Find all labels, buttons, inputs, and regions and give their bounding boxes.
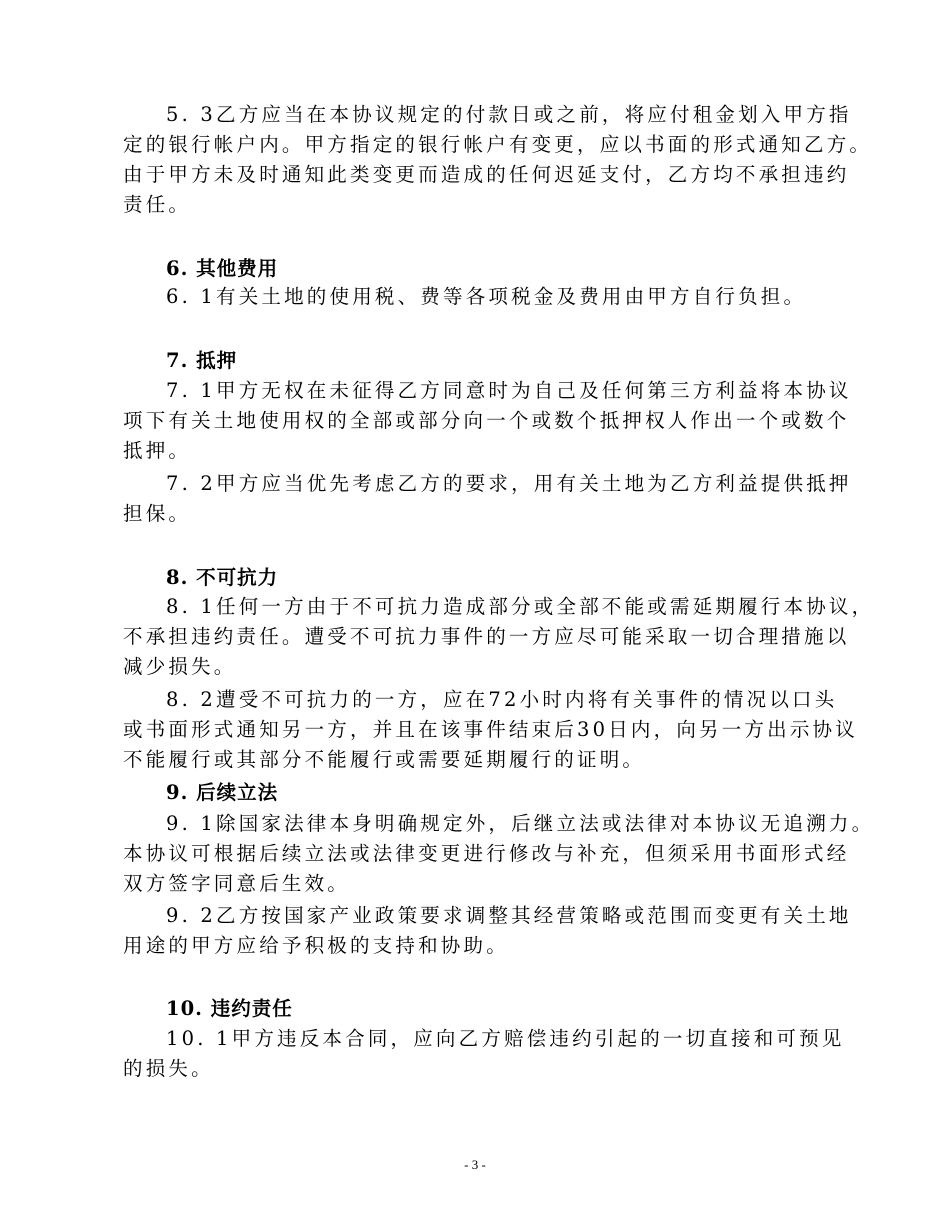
clause-9-1-line-3: 双方签字同意后生效。 <box>123 872 351 895</box>
section-7-heading: 7. 抵押 <box>166 349 238 372</box>
clause-9-2-line-2: 用途的甲方应给予积极的支持和协助。 <box>123 934 509 957</box>
clause-7-1-line-2: 项下有关土地使用权的全部或部分向一个或数个抵押权人作出一个或数个 <box>123 409 850 432</box>
clause-8-2-line-2: 或书面形式通知另一方，并且在该事件结束后30日内，向另一方出示协议 <box>123 718 858 741</box>
clause-7-2-line-1: 7. 2甲方应当优先考虑乙方的要求，用有关土地为乙方利益提供抵押 <box>166 472 852 495</box>
clause-9-1-line-2: 本协议可根据后续立法或法律变更进行修改与补充，但须采用书面形式经 <box>123 842 850 865</box>
clause-8-2-line-3: 不能履行或其部分不能履行或需要延期履行的证明。 <box>123 748 646 771</box>
clause-6-1-line-1: 6. 1有关土地的使用税、费等各项税金及费用由甲方自行负担。 <box>166 285 807 308</box>
clause-9-2-line-1: 9. 2乙方按国家产业政策要求调整其经营策略或范围而变更有关土地 <box>166 904 852 927</box>
clause-9-1-line-1: 9. 1除国家法律本身明确规定外，后继立法或法律对本协议无追溯力。 <box>166 812 875 835</box>
clause-5-3-line-3: 由于甲方未及时通知此类变更而造成的任何迟延支付，乙方均不承担违约 <box>123 163 850 186</box>
clause-8-1-line-3: 减少损失。 <box>123 655 237 678</box>
section-6-heading: 6. 其他费用 <box>166 257 279 280</box>
clause-8-1-line-1: 8. 1任何一方由于不可抗力造成部分或全部不能或需延期履行本协议， <box>166 595 875 618</box>
clause-5-3-line-4: 责任。 <box>123 193 192 216</box>
section-8-heading: 8. 不可抗力 <box>166 566 279 589</box>
clause-10-1-line-1: 10. 1甲方违反本合同，应向乙方赔偿违约引起的一切直接和可预见 <box>166 1027 845 1050</box>
clause-10-1-line-2: 的损失。 <box>123 1057 214 1080</box>
page-number: - 3 - <box>464 1157 486 1172</box>
section-10-heading: 10. 违约责任 <box>166 997 293 1020</box>
clause-7-1-line-3: 抵押。 <box>123 439 192 462</box>
section-9-heading: 9. 后续立法 <box>166 781 279 804</box>
clause-5-3-line-2: 定的银行帐户内。甲方指定的银行帐户有变更，应以书面的形式通知乙方。 <box>123 133 873 156</box>
clause-7-2-line-2: 担保。 <box>123 502 192 525</box>
clause-8-2-line-1: 8. 2遭受不可抗力的一方，应在72小时内将有关事件的情况以口头 <box>166 688 838 711</box>
clause-7-1-line-1: 7. 1甲方无权在未征得乙方同意时为自己及任何第三方利益将本协议 <box>166 379 852 402</box>
clause-8-1-line-2: 不承担违约责任。遭受不可抗力事件的一方应尽可能采取一切合理措施以 <box>123 625 850 648</box>
clause-5-3-line-1: 5. 3乙方应当在本协议规定的付款日或之前，将应付租金划入甲方指 <box>166 103 852 126</box>
